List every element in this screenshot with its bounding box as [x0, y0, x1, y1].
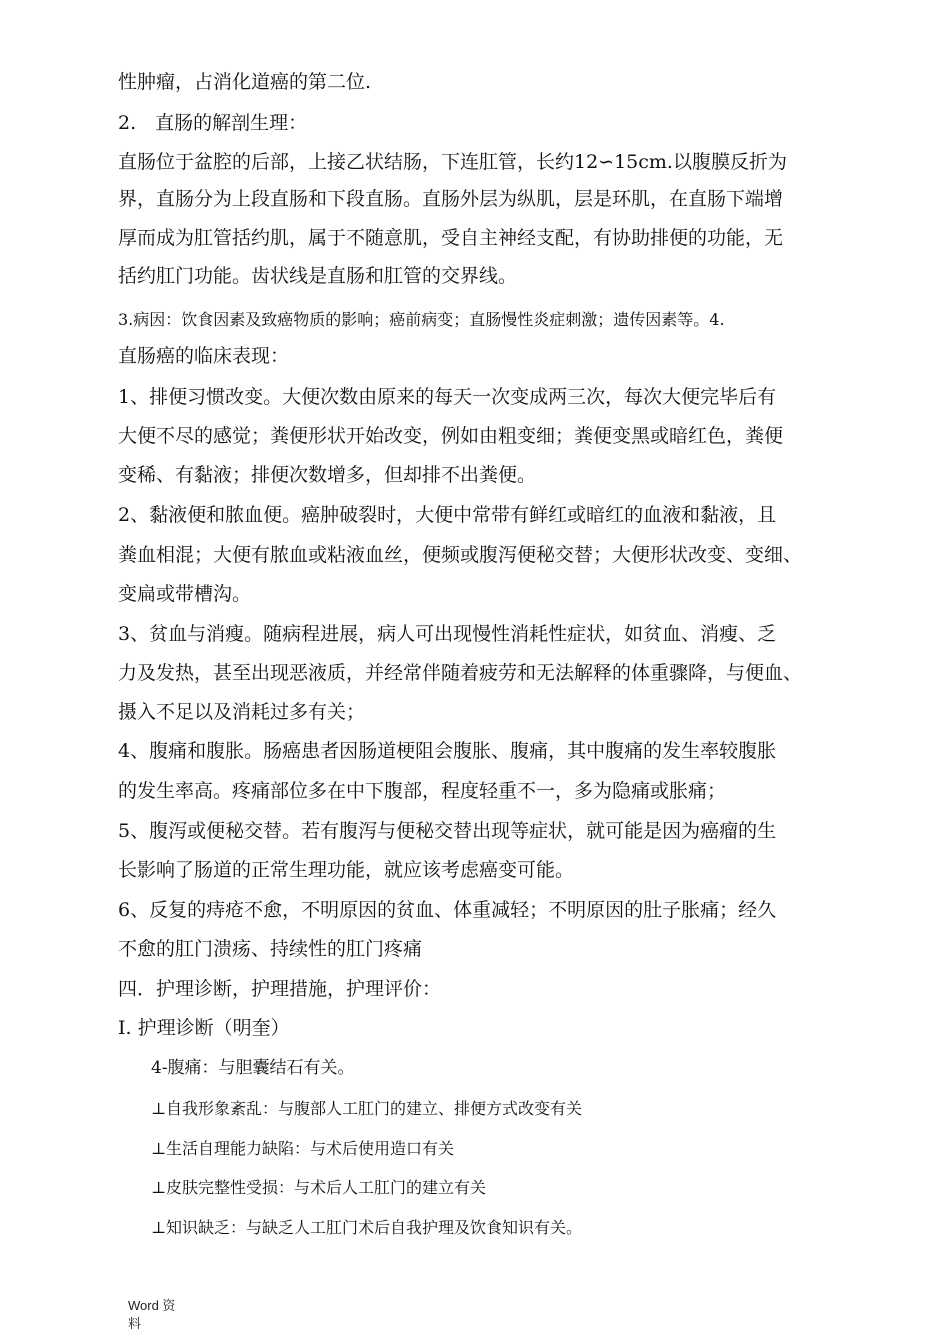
text-line: 4、腹痛和腹胀。肠癌患者因肠道梗阻会腹胀、腹痛，其中腹痛的发生率较腹胀: [118, 740, 777, 762]
text-line: 厚而成为肛管括约肌，属于不随意肌，受自主神经支配，有协助排便的功能，无: [118, 227, 784, 249]
text-line: 界，直肠分为上段直肠和下段直肠。直肠外层为纵肌，层是环肌，在直肠下端增: [118, 188, 784, 210]
text-line: 不愈的肛门溃疡、持续性的肛门疼痛: [118, 938, 423, 960]
text-line: 直肠位于盆腔的后部，上接乙状结肠，下连肛管，长约12∽15cm.以腹膜反折为: [118, 151, 787, 173]
subsection-heading: I. 护理诊断（明奎）: [118, 1017, 290, 1039]
text-line: 力及发热，甚至出现恶液质，并经常伴随着疲劳和无法解释的体重骤降，与便血、: [118, 662, 803, 684]
section-heading: 四．护理诊断，护理措施，护理评价：: [118, 978, 442, 1000]
text-line: 3、贫血与消瘦。随病程进展，病人可出现慢性消耗性症状，如贫血、消瘦、乏: [118, 623, 777, 645]
text-line: 括约肛门功能。齿状线是直肠和肛管的交界线。: [118, 265, 518, 287]
footer-line: Word 资: [128, 1298, 176, 1313]
text-line: 直肠癌的临床表现：: [118, 345, 290, 367]
text-line: 1、排便习惯改变。大便次数由原来的每天一次变成两三次，每次大便完毕后有: [118, 386, 777, 408]
text-line: 6、反复的痔疮不愈，不明原因的贫血、体重减轻；不明原因的肚子胀痛；经久: [118, 899, 777, 921]
text-line: 粪血相混；大便有脓血或粘液血丝，便频或腹泻便秘交替；大便形状改变、变细、: [118, 544, 803, 566]
list-item: ⊥皮肤完整性受损：与术后人工肛门的建立有关: [151, 1178, 487, 1197]
list-item: ⊥生活自理能力缺陷：与术后使用造口有关: [151, 1139, 455, 1158]
page-footer: [128, 1297, 175, 1333]
list-item: ⊥知识缺乏：与缺乏人工肛门术后自我护理及饮食知识有关。: [151, 1218, 583, 1237]
list-item: ⊥自我形象紊乱：与腹部人工肛门的建立、排便方式改变有关: [151, 1099, 583, 1118]
text-line: 变稀、有黏液；排便次数增多，但却排不出粪便。: [118, 464, 537, 486]
list-item: 4-腹痛：与胆囊结石有关。: [151, 1058, 355, 1078]
text-line: 性肿瘤，占消化道癌的第二位.: [118, 71, 372, 93]
text-line: 3.病因：饮食因素及致癌物质的影响；癌前病变；直肠慢性炎症刺激；遗传因素等。4.: [118, 310, 725, 329]
text-line: 5、腹泻或便秘交替。若有腹泻与便秘交替出现等症状，就可能是因为癌瘤的生: [118, 820, 777, 842]
text-line: 变扁或带槽沟。: [118, 583, 252, 605]
text-line: 摄入不足以及消耗过多有关；: [118, 701, 366, 723]
text-line: 长影响了肠道的正常生理功能，就应该考虑癌变可能。: [118, 859, 575, 881]
text-line: 2、黏液便和脓血便。癌肿破裂时，大便中常带有鲜红或暗红的血液和黏液，且: [118, 504, 777, 526]
text-line: 2. 直肠的解剖生理：: [118, 112, 308, 134]
text-line: 的发生率高。疼痛部位多在中下腹部，程度轻重不一，多为隐痛或胀痛；: [118, 780, 727, 802]
text-line: 大便不尽的感觉；粪便形状开始改变，例如由粗变细；粪便变黑或暗红色，粪便: [118, 425, 784, 447]
footer-line: 料: [128, 1316, 142, 1331]
